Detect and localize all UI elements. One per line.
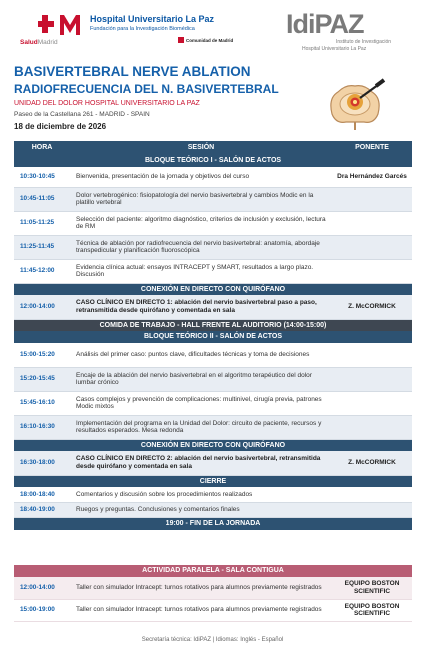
row-session: CASO CLÍNICO EN DIRECTO 1: ablación del nervio basivertebral paso a paso, retransmitida desde quirófano y comentada en sala [70,295,332,319]
row-time: 15:20-15:45 [14,367,70,391]
row-time: 10:45-11:05 [14,187,70,211]
event-subtitle: RADIOFRECUENCIA DEL N. BASIVERTEBRAL [14,82,279,96]
table-row [14,391,412,415]
event-address: Paseo de la Castellana 261 - MADRID - SPAIN [14,111,150,118]
row-session: Dolor vertebrogénico: fisiopatología del nervio basivertebral y cambios Modic en la platillo vertebral [70,187,332,211]
idipaz-wordmark: IdiPAZ [286,9,364,39]
section-fin-jornada: 19:00 - FIN DE LA JORNADA [14,517,412,530]
section-conexion-2: CONEXIÓN EN DIRECTO CON QUIRÓFANO [14,439,412,451]
table-header [14,141,412,155]
footer-note: Secretaría técnica: IdiPAZ | Idiomas: Inglés - Español [141,637,284,643]
row-time: 12:00-14:00 [14,577,70,599]
row-time: 16:10-16:30 [14,415,70,439]
parallel-activity-table [14,565,412,622]
table-row [14,259,412,283]
row-time: 18:00-18:40 [14,487,70,502]
header-sesion: SESIÓN [70,141,332,155]
parallel-row [14,599,412,621]
table-row [14,367,412,391]
comunidad-label: Comunidad de Madrid [178,37,233,43]
table-row [14,415,412,439]
hospital-name: Hospital Universitario La Paz [90,14,215,24]
row-time: 15:00-15:20 [14,343,70,367]
row-time: 10:30-10:45 [14,167,70,187]
table-row [14,167,412,187]
row-session: Casos complejos y prevención de complicaciones: multinivel, cirugía previa, patrones Modic mixtos [70,391,332,415]
row-speaker [332,259,412,283]
section-bloque-2: BLOQUE TEÓRICO II - SALÓN DE ACTOS [14,331,412,343]
row-time: 18:40-19:00 [14,502,70,517]
vertebra-ablation-illustration [324,74,386,136]
table-row [14,187,412,211]
row-time: 11:45-12:00 [14,259,70,283]
row-speaker: EQUIPO BOSTON SCIENTIFIC [332,577,412,599]
row-session: Bienvenida, presentación de la jornada y objetivos del curso [70,167,332,187]
row-session: Taller con simulador Intracept: turnos rotativos para alumnos previamente registrados [70,577,332,599]
parallel-row [14,577,412,599]
row-session: Implementación del programa en la Unidad del Dolor: circuito de paciente, recursos y resultados esperados. Mesa redonda [70,415,332,439]
row-session: CASO CLÍNICO EN DIRECTO 2: ablación del nervio basivertebral, retransmitida desde quirófano y comentada en sala [70,451,332,475]
program-table [14,141,412,530]
row-speaker [332,343,412,367]
row-speaker [332,367,412,391]
event-title: BASIVERTEBRAL NERVE ABLATION [14,64,251,79]
table-row [14,487,412,502]
section-cierre: CIERRE [14,475,412,487]
salud-madrid-label: SaludMadrid [20,39,58,46]
row-time: 12:00-14:00 [14,295,70,319]
parallel-activity-header: ACTIVIDAD PARALELA - SALA CONTIGUA [14,565,412,577]
row-speaker [332,487,412,502]
section-bloque-1: BLOQUE TEÓRICO I - SALÓN DE ACTOS [14,155,412,167]
event-unit: UNIDAD DEL DOLOR HOSPITAL UNIVERSITARIO LA PAZ [14,100,200,107]
row-time: 11:05-11:25 [14,211,70,235]
table-row [14,343,412,367]
event-date: 18 de diciembre de 2026 [14,122,107,131]
salud-madrid-cross-icon [38,15,82,37]
idipaz-logo [286,10,416,52]
row-speaker [332,391,412,415]
hospital-logo [10,12,240,48]
idipaz-subtitle-1: Instituto de Investigación [336,39,392,45]
section-conexion-1: CONEXIÓN EN DIRECTO CON QUIRÓFANO [14,283,412,295]
row-session: Encaje de la ablación del nervio basivertebral en el algoritmo terapéutico del dolor lumbar crónico [70,367,332,391]
row-time: 11:25-11:45 [14,235,70,259]
row-time: 16:30-18:00 [14,451,70,475]
header-hora: HORA [14,141,70,155]
row-speaker [332,187,412,211]
row-speaker [332,235,412,259]
table-row [14,451,412,475]
row-session: Ruegos y preguntas. Conclusiones y comentarios finales [70,502,332,517]
row-session: Taller con simulador Intracept: turnos rotativos para alumnos previamente registrados [70,599,332,621]
row-session: Técnica de ablación por radiofrecuencia del nervio basivertebral: anatomía, abordaje transpedicular y planificación fluoroscópica [70,235,332,259]
row-time: 15:45-16:10 [14,391,70,415]
row-speaker [332,502,412,517]
row-session: Análisis del primer caso: puntos clave, dificultades técnicas y toma de decisiones [70,343,332,367]
table-row [14,502,412,517]
header-ponente: PONENTE [332,141,412,155]
row-speaker: Z. McCORMICK [332,451,412,475]
row-session: Evidencia clínica actual: ensayos INTRACEPT y SMART, resultados a largo plazo. Discusión [70,259,332,283]
idipaz-subtitle-2: Hospital Universitario La Paz [302,46,367,52]
row-speaker: EQUIPO BOSTON SCIENTIFIC [332,599,412,621]
hospital-subtitle: Fundación para la Investigación Biomédica [90,26,195,32]
table-row [14,295,412,319]
row-session: Selección del paciente: algoritmo diagnóstico, criterios de inclusión y exclusión, lectura de RM [70,211,332,235]
section-comida: COMIDA DE TRABAJO - HALL FRENTE AL AUDITORIO (14:00-15:00) [14,319,412,331]
row-speaker [332,415,412,439]
row-session: Comentarios y discusión sobre los procedimientos realizados [70,487,332,502]
row-speaker: Z. McCORMICK [332,295,412,319]
table-row [14,211,412,235]
row-speaker [332,211,412,235]
row-time: 15:00-19:00 [14,599,70,621]
row-speaker: Dra Hernández Garcés [332,167,412,187]
table-row [14,235,412,259]
